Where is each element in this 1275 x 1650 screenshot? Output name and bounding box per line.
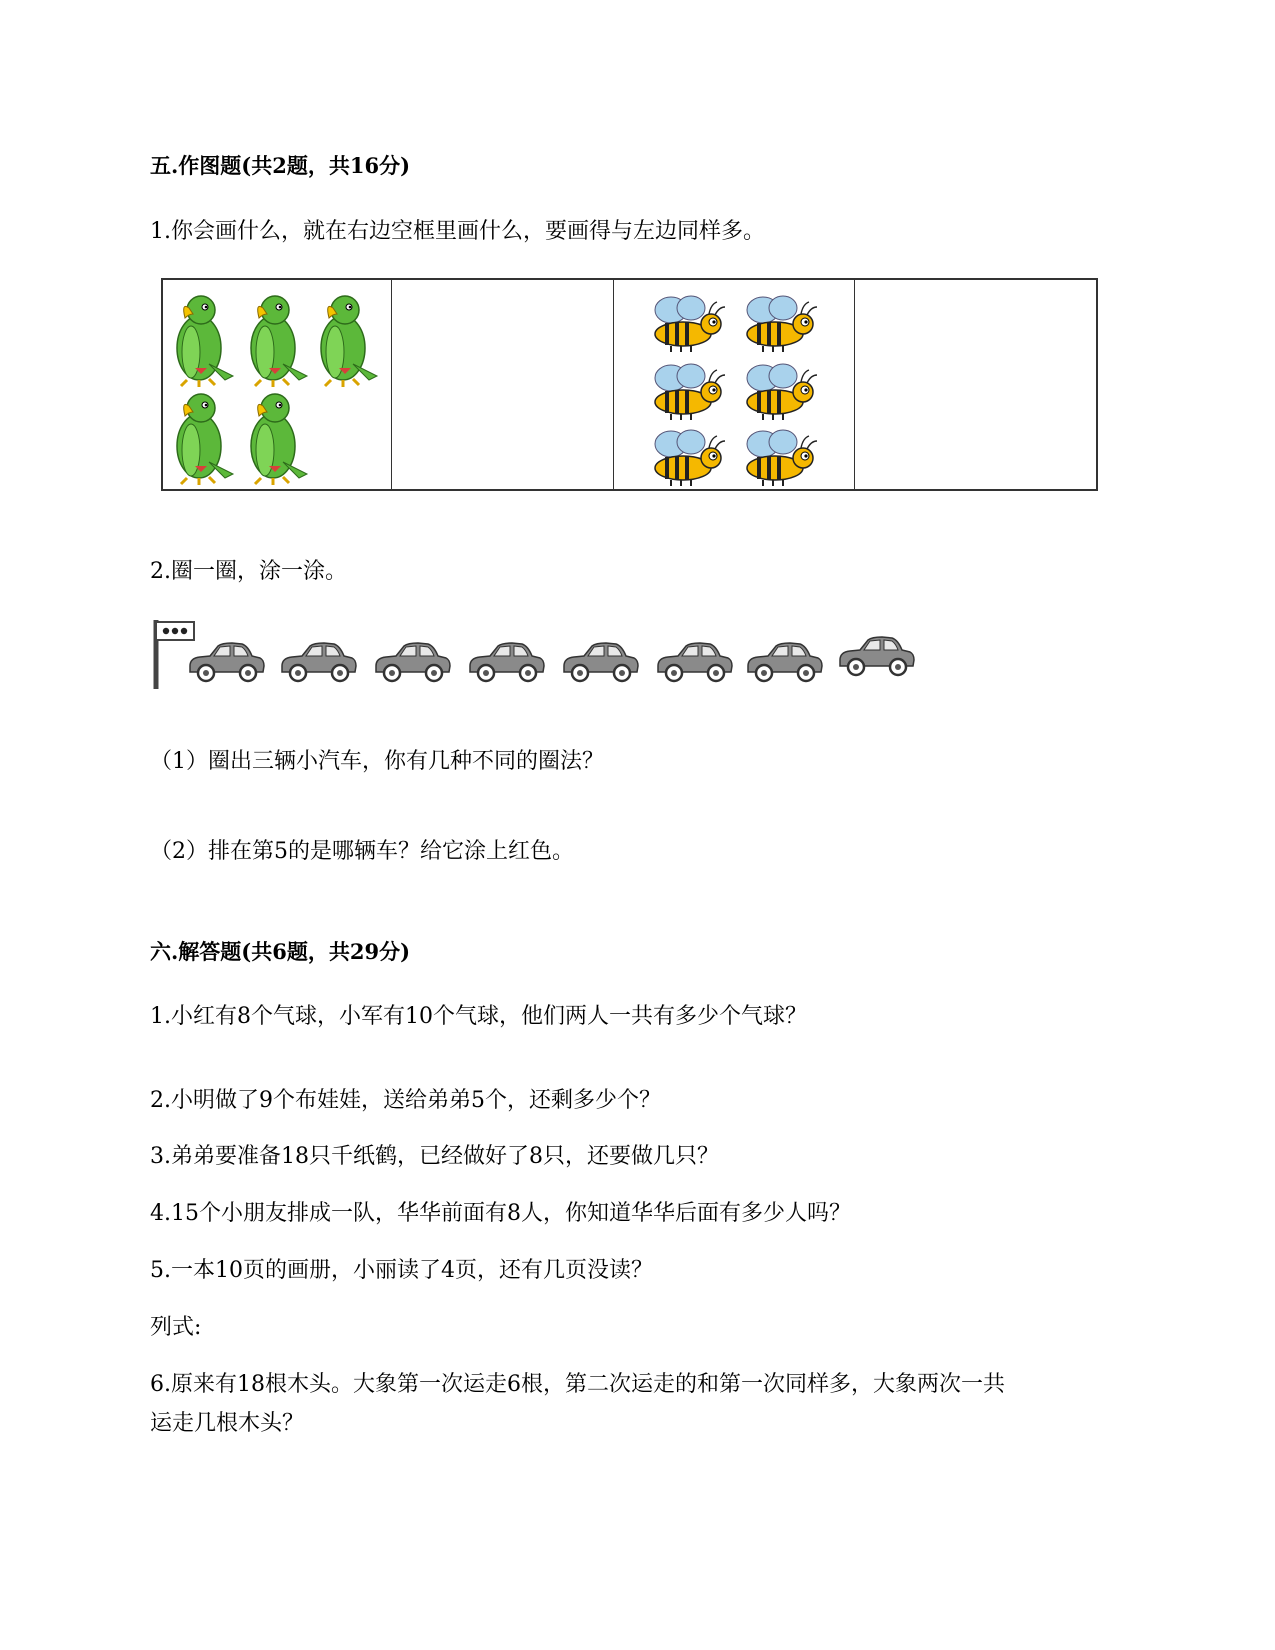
- section5-q2-sub1: （1）圈出三辆小汽车，你有几种不同的圈法？: [150, 749, 604, 774]
- section6-q5: 5.一本10页的画册，小丽读了4页，还有几页没读？: [150, 1258, 653, 1283]
- bee-icon: [649, 292, 727, 358]
- bee-answer-cell[interactable]: [854, 280, 1096, 489]
- car-row: [150, 612, 940, 692]
- section6-q3: 3.弟弟要准备18只千纸鹤，已经做好了8只，还要做几只？: [150, 1144, 719, 1169]
- car-icon[interactable]: [560, 634, 640, 688]
- car-icon[interactable]: [654, 634, 734, 688]
- section6-q6-line2: 运走几根木头？: [150, 1411, 305, 1436]
- parrot-icon: [313, 290, 385, 392]
- bee-icon: [649, 360, 727, 426]
- car-icon[interactable]: [278, 634, 358, 688]
- section5-q2-sub2: （2）排在第5的是哪辆车？给它涂上红色。: [150, 839, 574, 864]
- parrot-icon: [243, 388, 315, 490]
- bee-icon: [649, 426, 727, 492]
- car-icon[interactable]: [372, 634, 452, 688]
- bee-cell: [613, 280, 855, 489]
- parrot-icon: [243, 290, 315, 392]
- bee-icon: [741, 292, 819, 358]
- parrot-icon: [169, 290, 241, 392]
- section6-title: 六.解答题(共6题，共29分): [150, 939, 411, 964]
- section5-q2-text: 2.圈一圈，涂一涂。: [150, 559, 347, 584]
- parrot-answer-cell[interactable]: [391, 280, 614, 489]
- drawing-table: [161, 278, 1098, 491]
- car-icon[interactable]: [744, 634, 824, 688]
- section6-q4: 4.15个小朋友排成一队，华华前面有8人，你知道华华后面有多少人吗？: [150, 1201, 851, 1226]
- parrot-icon: [169, 388, 241, 490]
- section6-q2: 2.小明做了9个布娃娃，送给弟弟5个，还剩多少个？: [150, 1088, 661, 1113]
- section5-q1-text: 1.你会画什么，就在右边空框里画什么，要画得与左边同样多。: [150, 219, 765, 244]
- bee-icon: [741, 360, 819, 426]
- parrot-cell: [163, 280, 392, 489]
- section5-title: 五.作图题(共2题，共16分): [150, 153, 411, 178]
- car-icon[interactable]: [466, 634, 546, 688]
- bee-icon: [741, 426, 819, 492]
- car-icon[interactable]: [186, 634, 266, 688]
- section6-q1: 1.小红有8个气球，小军有10个气球，他们两人一共有多少个气球？: [150, 1004, 807, 1029]
- section6-q5-answer-label: 列式:: [150, 1315, 202, 1340]
- section6-q6-line1: 6.原来有18根木头。大象第一次运走6根，第二次运走的和第一次同样多，大象两次一共: [150, 1372, 1005, 1397]
- car-icon[interactable]: [836, 628, 916, 682]
